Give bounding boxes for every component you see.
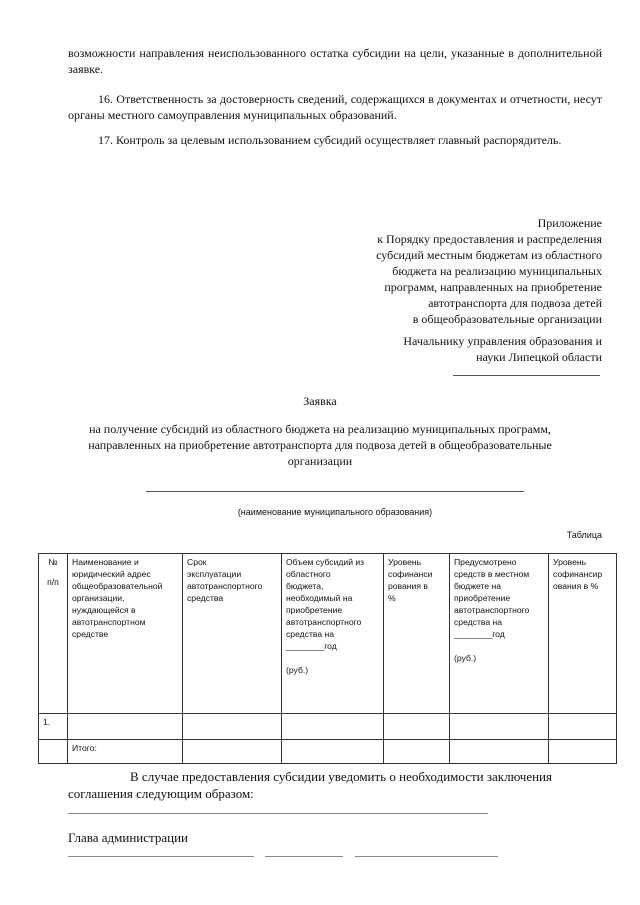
notice-line-1: В случае предоставления субсидии уведомить о необходимости заключения xyxy=(130,769,552,784)
table-header-row xyxy=(39,554,617,714)
header-local-budget: Предусмотрено средств в местном бюджете на приобретение автотранспортного средства на ________год (руб.) xyxy=(450,554,549,714)
addressee-signature-line xyxy=(453,375,600,376)
total-label: Итого: xyxy=(68,740,183,764)
table-cell xyxy=(450,740,549,764)
table-cell xyxy=(384,714,450,740)
appendix-line: субсидий местным бюджетам из областного xyxy=(376,248,602,262)
paragraph-17: 17. Контроль за целевым использованием субсидий осуществляет главный распорядитель. xyxy=(98,133,562,147)
addressee-line: Начальнику управления образования и xyxy=(403,334,602,348)
table-cell xyxy=(39,740,68,764)
header-cofinancing-level: Уровень софинанси рования в % xyxy=(384,554,450,714)
appendix-line: к Порядку предоставления и распределения xyxy=(377,232,602,246)
appendix-line: в общеобразовательные организации xyxy=(412,312,602,326)
appendix-block xyxy=(280,215,602,327)
signature-line-3 xyxy=(355,856,498,857)
header-service-life: Срок эксплуатации автотранспортного средства xyxy=(183,554,282,714)
signature-line-2 xyxy=(265,856,343,857)
table-total-row xyxy=(39,740,617,764)
municipality-name-line xyxy=(146,491,524,492)
appendix-line: бюджета на реализацию муниципальных xyxy=(392,264,602,278)
table-cell xyxy=(384,740,450,764)
table-cell xyxy=(183,740,282,764)
table-cell xyxy=(450,714,549,740)
paragraph-continuation: возможности направления неиспользованного остатка субсидии на цели, указанные в дополнительной заявке. xyxy=(68,46,602,76)
table-cell xyxy=(549,714,617,740)
notice-line-2: соглашения следующим образом: xyxy=(68,786,254,801)
header-regional-subsidy: Объем субсидий из областного бюджета, необходимый на приобретение автотранспортного средства на ________год (руб.) xyxy=(282,554,384,714)
table-cell xyxy=(282,714,384,740)
header-number: № п/п xyxy=(39,554,68,714)
head-of-administration-label: Глава администрации xyxy=(68,830,189,845)
addressee-block xyxy=(280,333,602,365)
appendix-line: программ, направленных на приобретение xyxy=(384,280,602,294)
table-caption: Таблица xyxy=(566,530,602,540)
table-cell xyxy=(282,740,384,764)
table-cell xyxy=(68,714,183,740)
addressee-line: науки Липецкой области xyxy=(476,350,602,364)
paragraph-16: 16. Ответственность за достоверность сведений, содержащихся в документах и отчетности, несут органы местного самоуправления муниципальных образований. xyxy=(68,92,602,122)
table-cell xyxy=(549,740,617,764)
row-number: 1. xyxy=(39,714,68,740)
header-cofinancing-percent: Уровень софинансир ования в % xyxy=(549,554,617,714)
application-title: Заявка xyxy=(303,394,337,408)
application-subtitle: на получение субсидий из областного бюджета на реализацию муниципальных программ, направленных на приобретение автотранспорта для подвоза детей в общеобразовательные организации xyxy=(88,422,552,468)
appendix-line: автотранспорта для подвоза детей xyxy=(428,296,602,310)
notice-fill-line xyxy=(68,813,488,814)
table-cell xyxy=(183,714,282,740)
signature-line-1 xyxy=(68,856,254,857)
municipality-caption: (наименование муниципального образования) xyxy=(237,507,433,517)
header-organization: Наименование и юридический адрес общеобразовательной организации, нуждающейся в автотранспортном средстве xyxy=(68,554,183,714)
subsidy-table xyxy=(38,553,617,764)
table-row xyxy=(39,714,617,740)
appendix-line: Приложение xyxy=(537,216,602,230)
